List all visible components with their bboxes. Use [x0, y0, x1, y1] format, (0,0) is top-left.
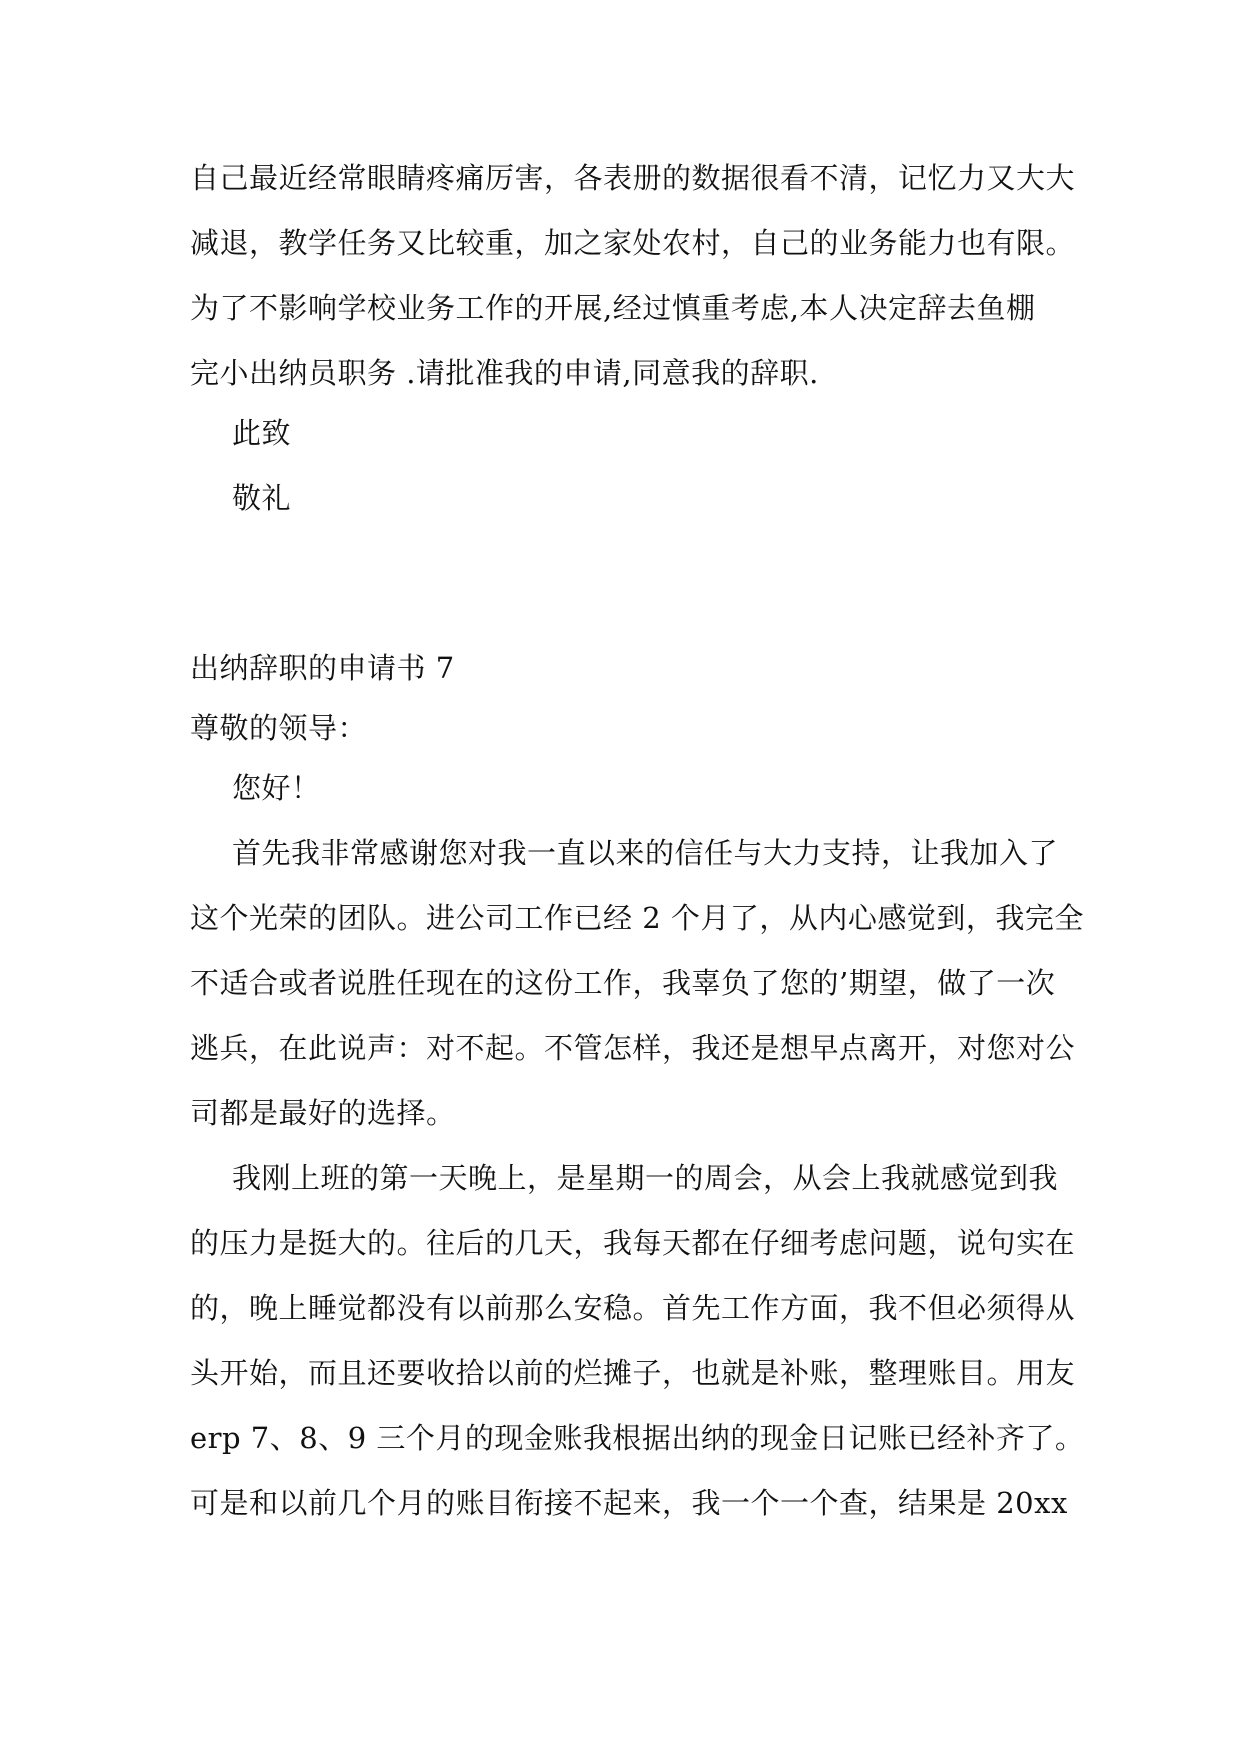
paragraph-line: 减退，教学任务又比较重，加之家处农村，自己的业务能力也有限。 — [190, 226, 1076, 260]
paragraph-line: 这个光荣的团队。进公司工作已经 2 个月了，从内心感觉到，我完全 — [190, 901, 1084, 935]
paragraph-line: 可是和以前几个月的账目衔接不起来，我一个一个查，结果是 20xx — [190, 1486, 1068, 1520]
paragraph-line: 自己最近经常眼睛疼痛厉害，各表册的数据很看不清，记忆力又大大 — [190, 161, 1076, 195]
paragraph-line: 司都是最好的选择。 — [190, 1096, 456, 1130]
salutation: 尊敬的领导： — [190, 711, 368, 745]
paragraph-line: 首先我非常感谢您对我一直以来的信任与大力支持，让我加入了 — [232, 836, 1059, 870]
paragraph-line: 不适合或者说胜任现在的这份工作，我辜负了您的’期望，做了一次 — [190, 966, 1056, 1000]
greeting: 您好！ — [232, 771, 321, 805]
paragraph-line: 头开始，而且还要收拾以前的烂摊子，也就是补账，整理账目。用友 — [190, 1356, 1076, 1390]
closing-cizhi: 此致 — [232, 416, 292, 450]
paragraph-line: 的，晚上睡觉都没有以前那么安稳。首先工作方面，我不但必须得从 — [190, 1291, 1076, 1325]
paragraph-line: 为了不影响学校业务工作的开展,经过慎重考虑,本人决定辞去鱼棚 — [190, 291, 1036, 325]
closing-jingli: 敬礼 — [232, 481, 292, 515]
letter-title: 出纳辞职的申请书 7 — [190, 651, 455, 685]
paragraph-line: 我刚上班的第一天晚上，是星期一的周会，从会上我就感觉到我 — [232, 1161, 1059, 1195]
paragraph-line: 逃兵，在此说声：对不起。不管怎样，我还是想早点离开，对您对公 — [190, 1031, 1076, 1065]
paragraph-line: 完小出纳员职务 .请批准我的申请,同意我的辞职. — [190, 356, 819, 390]
paragraph-line: erp 7、8、9 三个月的现金账我根据出纳的现金日记账已经补齐了。 — [190, 1421, 1085, 1455]
paragraph-line: 的压力是挺大的。往后的几天，我每天都在仔细考虑问题，说句实在 — [190, 1226, 1076, 1260]
